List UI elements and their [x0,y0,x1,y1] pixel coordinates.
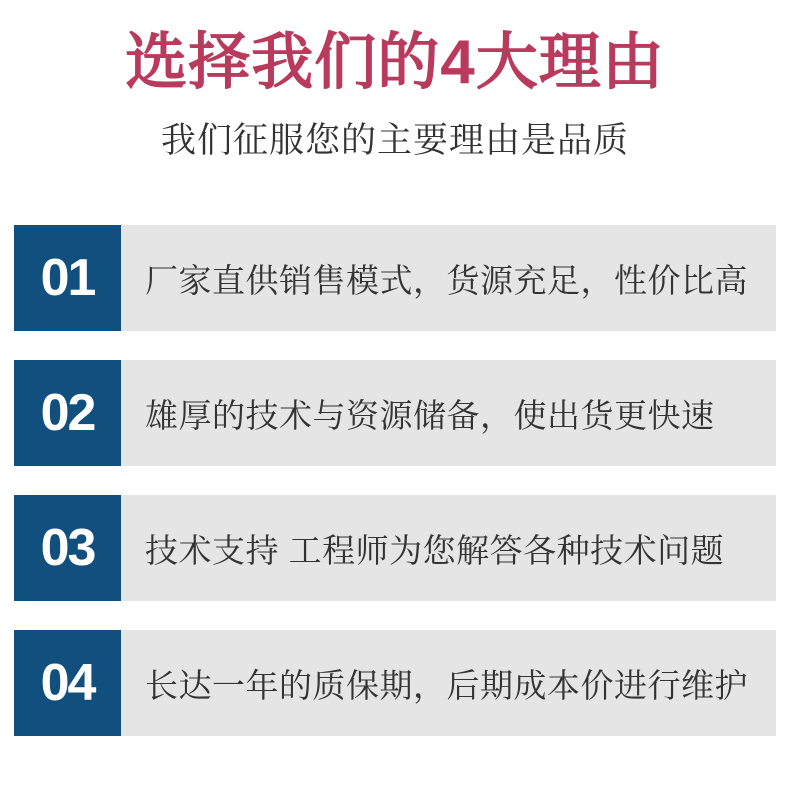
reason-text-1: 厂家直供销售模式，货源充足，性价比高 [145,261,748,299]
reason-text-3: 技术支持 工程师为您解答各种技术问题 [145,531,725,569]
reason-text-4: 长达一年的质保期，后期成本价进行维护 [145,666,748,704]
reason-row-3 [14,495,776,601]
banner-header [0,0,790,162]
reason-number-badge-3: 03 [14,495,121,601]
reason-body-4 [121,630,776,736]
reason-body-2 [121,360,776,466]
page-subtitle: 我们征服您的主要理由是品质 [160,121,629,160]
page-title: 选择我们的4大理由 [125,28,665,97]
reason-body-1 [121,225,776,331]
reason-number-badge-1: 01 [14,225,121,331]
reason-list [0,225,790,736]
reason-row-2 [14,360,776,466]
reason-number-badge-2: 02 [14,360,121,466]
reason-row-1 [14,225,776,331]
reason-row-4 [14,630,776,736]
reason-body-3 [121,495,776,601]
reason-number-badge-4: 04 [14,630,121,736]
reason-text-2: 雄厚的技术与资源储备，使出货更快速 [145,396,715,434]
